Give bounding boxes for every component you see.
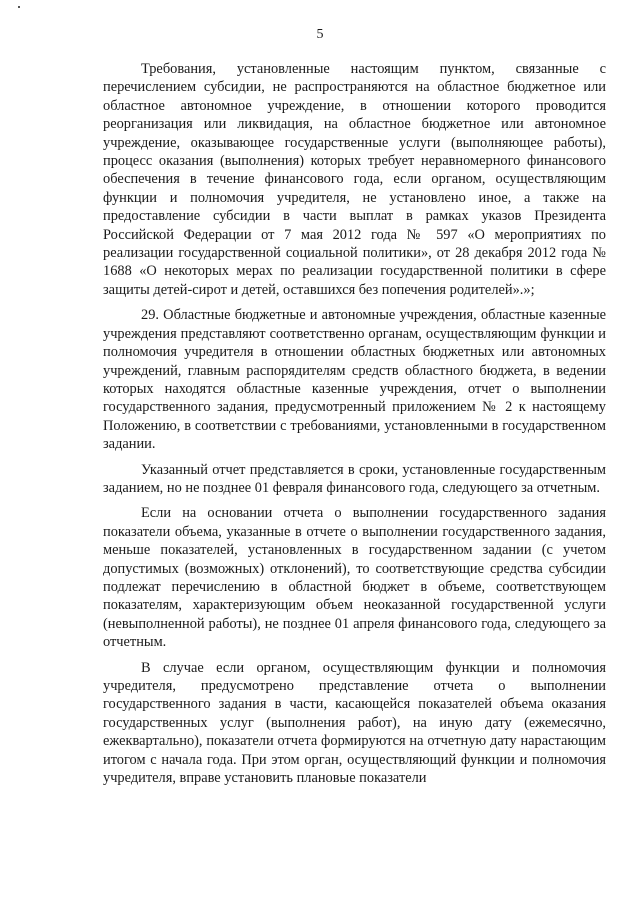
page-number: 5: [316, 27, 324, 42]
paragraph-report-deadline: Указанный отчет представляется в сроки, установленные государственным заданием, но не позднее 01 февраля финансового года, следующего за отчетным.: [103, 461, 606, 496]
paragraph-requirements: Требования, установленные настоящим пунктом, связанные с перечислением субсидии, не распространяются на областное бюджетное или областное автономное учреждение, в отношении которого проводится реорганизация или ликвидация, на областное бюджетное или автономное учреждение, оказывающее государственные услуги (выполняющее работы), процесс оказания (выполнения) которых требует неравномерного финансового обеспечения в течение финансового года, если органом, осуществляющим функции и полномочия учредителя, не установлено иное, а также на предоставление субсидии в части выплат в рамках указов Президента Российской Федерации от 7 мая 2012 года № 597 «О мероприятиях по реализации государственной социальной политики», от 28 декабря 2012 года № 1688 «О некоторых мерах по реализации государственной политики в сфере защиты детей-сирот и детей, оставшихся без попечения родителей».»;: [103, 61, 606, 298]
scan-speck: [18, 6, 20, 8]
paragraph-interim-report: В случае если органом, осуществляющим функции и полномочия учредителя, предусмотрено представление отчета о выполнении государственного задания в части, касающейся показателей объема оказания государственных услуг (выполнения работ), на иную дату (ежемесячно, ежеквартально), показатели отчета формируются на отчетную дату нарастающим итогом с начала года. При этом орган, осуществляющий функции и полномочия учредителя, вправе установить плановые показатели: [103, 659, 606, 787]
paragraph-item-29: 29. Областные бюджетные и автономные учреждения, областные казенные учреждения представляют соответственно органам, осуществляющим функции и полномочия учредителя в отношении областных бюджетных или автономных учреждений, главным распорядителям средств областного бюджета, в ведении которых находятся областные казенные учреждения, отчет о выполнении государственного задания, предусмотренный приложением № 2 к настоящему Положению, в соответствии с требованиями, установленными в государственном задании.: [103, 307, 606, 453]
paragraph-subsidy-return: Если на основании отчета о выполнении государственного задания показатели объема, указанные в отчете о выполнении государственного задания, меньше показателей, установленных в государственном задании (с учетом допустимых (возможных) отклонений), то соответствующие средства субсидии подлежат перечислению в областной бюджет в объеме, соответствующем показателям, характеризующим объем неоказанной государственной услуги (невыполненной работы), не позднее 01 апреля финансового года, следующего за отчетным.: [103, 505, 606, 651]
document-body: [103, 60, 606, 794]
